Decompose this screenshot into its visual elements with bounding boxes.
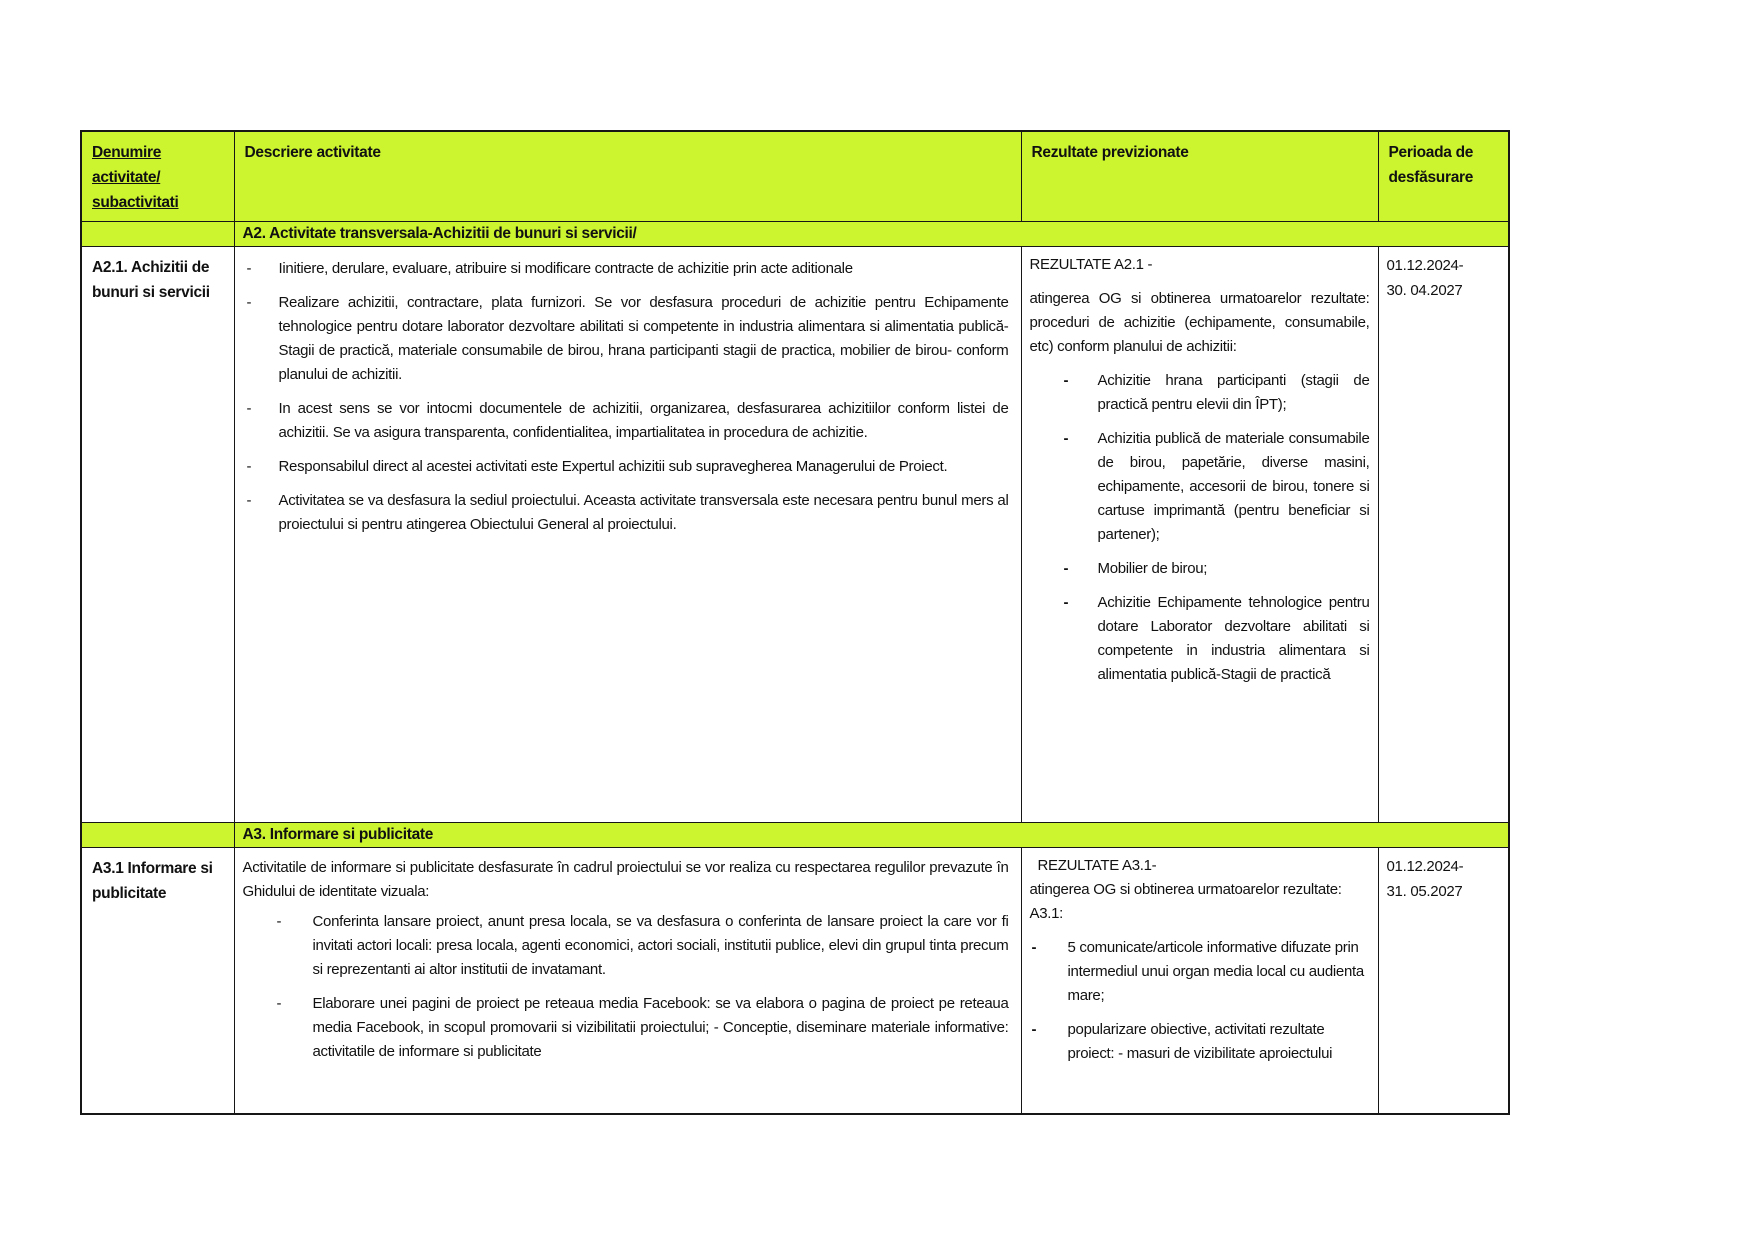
- header-label-denumire: Denumire activitate/ subactivitati: [92, 144, 179, 211]
- bullet-dash: -: [246, 294, 252, 311]
- header-label-perioada: Perioada de desfăsurare: [1388, 144, 1474, 186]
- section-row-a2: [81, 222, 1509, 247]
- a21-activity-name: A2.1. Achizitii de bunuri si servicii: [92, 259, 210, 301]
- a31-description-cell: [234, 848, 1021, 1115]
- a21-description-cell: [234, 247, 1021, 823]
- list-item: [239, 291, 1015, 387]
- a31-results-title: REZULTATE A3.1-: [1037, 857, 1157, 874]
- section-a2-label-cell: [234, 222, 1509, 247]
- header-cell-rezultate: [1021, 131, 1378, 222]
- table-row-a21: [81, 247, 1509, 823]
- bullet-dash: -: [246, 492, 252, 509]
- header-label-rezultate: Rezultate previzionate: [1031, 144, 1189, 161]
- list-item: [239, 910, 1015, 982]
- a31-desc-bullet-2: Elaborare unei pagini de proiect pe reteaua media Facebook: se va elabora o pagina de proiect pe reteaua media Facebook, in scopul promovarii si vizibilitatii proiectului; - Conceptie, diseminare materiale informative: activitatile de informare si publicitate: [312, 995, 1009, 1060]
- a21-result-bullet-1: Achizitie hrana participanti (stagii de practică pentru elevii din ÎPT);: [1097, 372, 1370, 413]
- list-item: [1060, 557, 1370, 581]
- bullet-dash: -: [1063, 430, 1069, 447]
- section-a2-label: A2. Activitate transversala-Achizitii de bunuri si servicii/: [242, 225, 637, 242]
- a31-desc-intro: Activitatile de informare si publicitate desfasurate în cadrul proiectului se vor realiza cu respectarea regulilor prevazute în Ghidului de identitate vizuala:: [242, 859, 1009, 900]
- a21-desc-bullet-5: Activitatea se va desfasura la sediul proiectului. Aceasta activitate transversala este necesara pentru bunul mers al proiectului si pentru atingerea Obiectului General al proiectului.: [278, 492, 1009, 533]
- section-row-a3: [81, 823, 1509, 848]
- list-item: [1060, 427, 1370, 547]
- a31-desc-bullet-1: Conferinta lansare proiect, anunt presa locala, se va desfasura o conferinta de lansare proiect la care vor fi invitati actori locali: presa locala, agenti economici, actori sociali, institutii publice, elevi din grupul tinta precum si reprezentanti ai altor institutii de invatamant.: [312, 913, 1009, 978]
- a31-activity-name: A3.1 Informare si publicitate: [92, 860, 213, 902]
- bullet-dash: -: [1063, 560, 1069, 577]
- list-item: [239, 992, 1015, 1064]
- a21-desc-bullet-3: In acest sens se vor intocmi documentele de achizitii, organizarea, desfasurarea achizitiilor conform listei de achizitii. Se va asigura transparenta, confidentialitea, impartialitatea in procedura de achizitie.: [278, 400, 1009, 441]
- bullet-dash: -: [1031, 1021, 1037, 1038]
- a31-results-intro: atingerea OG si obtinerea urmatoarelor rezultate: A3.1:: [1029, 881, 1342, 922]
- a31-result-bullet-1: 5 comunicate/articole informative difuzate prin intermediul unui organ media local cu audienta mare;: [1067, 939, 1364, 1004]
- list-item: [1030, 1018, 1370, 1066]
- a21-result-bullet-2: Achizitia publică de materiale consumabile de birou, papetărie, diverse masini, echipamente, accesorii de birou, tonere si cartuse imprimantă (pentru beneficiar si partener);: [1097, 430, 1370, 543]
- a21-period-line2: 30. 04.2027: [1386, 282, 1463, 299]
- a31-period-line1: 01.12.2024-: [1386, 858, 1464, 875]
- list-item: [1030, 936, 1370, 1008]
- bullet-dash: -: [246, 458, 252, 475]
- bullet-dash: -: [1063, 372, 1069, 389]
- section-a3-empty-cell: [81, 823, 234, 848]
- header-cell-denumire: [81, 131, 234, 222]
- a21-results-cell: [1021, 247, 1378, 823]
- header-cell-descriere: [234, 131, 1021, 222]
- section-a3-label: A3. Informare si publicitate: [242, 826, 434, 843]
- section-a2-empty-cell: [81, 222, 234, 247]
- a31-result-bullet-2: popularizare obiective, activitati rezultate proiect: - masuri de vizibilitate aproiectului: [1067, 1021, 1333, 1062]
- header-label-descriere: Descriere activitate: [244, 144, 381, 161]
- a31-results-cell: [1021, 848, 1378, 1115]
- a21-period-line1: 01.12.2024-: [1386, 257, 1464, 274]
- table-header-row: [81, 131, 1509, 222]
- a21-desc-bullet-2: Realizare achizitii, contractare, plata furnizori. Se vor desfasura proceduri de achizitie pentru Echipamente tehnologice pentru dotare laborator dezvoltare abilitati si competente in industria alimentara si alimentatia publică-Stagii de practică, materiale consumabile de birou, hrana participanti stagii de practica, mobilier de birou- conform planului de achizitii.: [278, 294, 1009, 383]
- bullet-dash: -: [246, 260, 252, 277]
- a21-results-title: REZULTATE A2.1 -: [1029, 256, 1153, 273]
- list-item: [239, 397, 1015, 445]
- header-cell-perioada: [1378, 131, 1509, 222]
- list-item: [1060, 591, 1370, 687]
- a21-period-cell: [1378, 247, 1509, 823]
- a21-desc-bullet-4: Responsabilul direct al acestei activitati este Expertul achizitii sub supravegherea Managerului de Proiect.: [278, 458, 948, 475]
- bullet-dash: -: [1063, 594, 1069, 611]
- a21-results-intro: atingerea OG si obtinerea urmatoarelor rezultate: proceduri de achizitie (echipamente, consumabile, etc) conform planului de achizitii:: [1029, 290, 1370, 355]
- a31-period-cell: [1378, 848, 1509, 1115]
- bullet-dash: -: [276, 913, 282, 930]
- list-item: [239, 489, 1015, 537]
- a21-result-bullet-4: Achizitie Echipamente tehnologice pentru dotare Laborator dezvoltare abilitati si competente in industria alimentara si alimentatia publică-Stagii de practică: [1097, 594, 1370, 683]
- section-a3-label-cell: [234, 823, 1509, 848]
- bullet-dash: -: [276, 995, 282, 1012]
- a31-period-line2: 31. 05.2027: [1386, 883, 1463, 900]
- list-item: [239, 455, 1015, 479]
- bullet-dash: -: [246, 400, 252, 417]
- a21-desc-bullet-1: Iinitiere, derulare, evaluare, atribuire si modificare contracte de achizitie prin acte aditionale: [278, 260, 853, 277]
- list-item: [1060, 369, 1370, 417]
- list-item: [239, 257, 1015, 281]
- bullet-dash: -: [1031, 939, 1037, 956]
- a21-result-bullet-3: Mobilier de birou;: [1097, 560, 1208, 577]
- a31-name-cell: [81, 848, 234, 1115]
- a21-name-cell: [81, 247, 234, 823]
- table-row-a31: [81, 848, 1509, 1115]
- activity-table: [80, 130, 1510, 1115]
